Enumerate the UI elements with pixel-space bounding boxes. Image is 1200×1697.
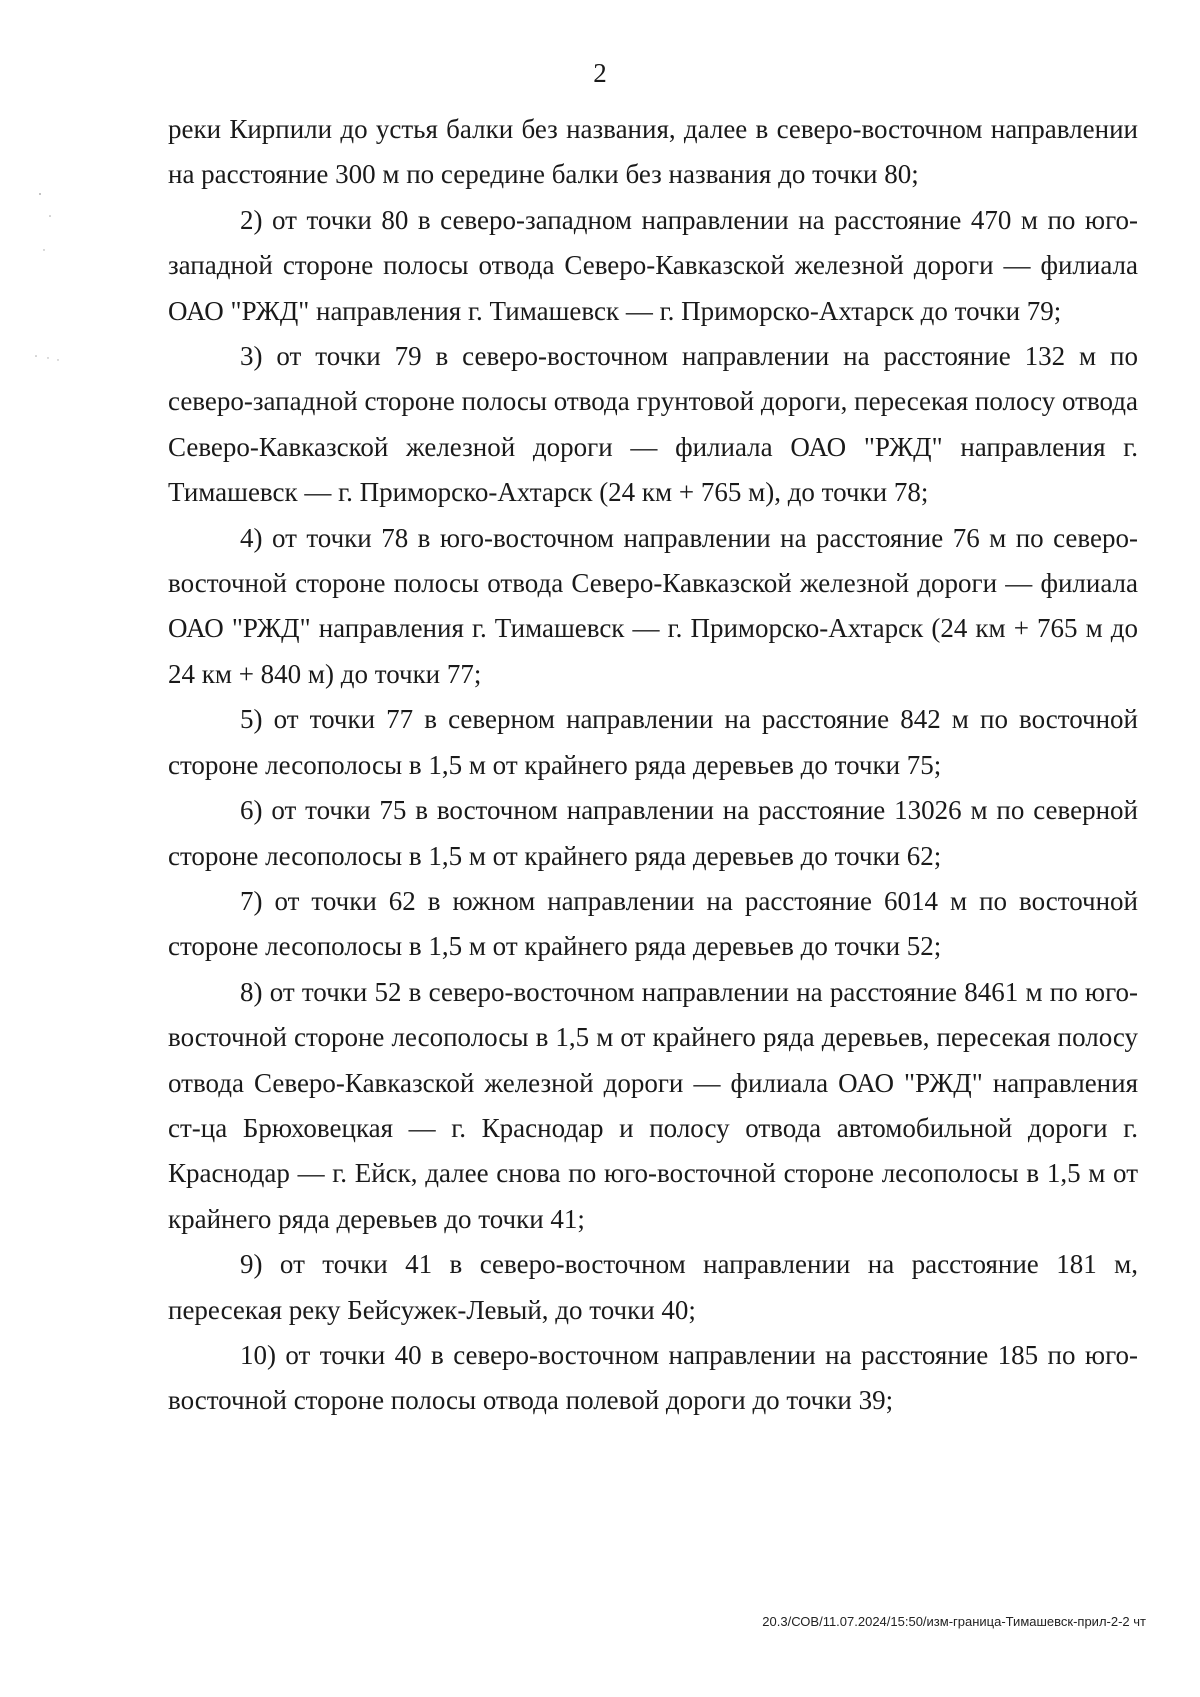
paragraph-item-7: 7) от точки 62 в южном направлении на расстояние 6014 м по восточной стороне лесополосы в 1,5 м от крайнего ряда деревьев до точки 52; bbox=[168, 885, 1138, 962]
paragraph-item-5: 5) от точки 77 в северном направлении на расстояние 842 м по восточной стороне лесополосы в 1,5 м от крайнего ряда деревьев до точки 75; bbox=[168, 704, 1138, 780]
paragraph-item-6: 6) от точки 75 в восточном направлении на расстояние 13026 м по северной стороне лесополосы в 1,5 м от крайнего ряда деревьев до точки 62; bbox=[168, 795, 1138, 871]
footer-document-code: 20.3/СОВ/11.07.2024/15:50/изм-граница-Тимашевск-прил-2-2 чт bbox=[762, 1614, 1146, 1629]
paragraph-item-9: 9) от точки 41 в северо-восточном направлении на расстояние 181 м, пересекая реку Бейсужек-Левый, до точки 40; bbox=[168, 1249, 1138, 1325]
paragraph-item-4: 4) от точки 78 в юго-восточном направлении на расстояние 76 м по северо-восточной стороне полосы отвода Северо-Кавказской железной дороги — филиала ОАО "РЖД" направления г. Тимашевск — г. Приморско-Ахтарск (24 км + 765 м до 24 км + 840 м) до точки 77; bbox=[168, 522, 1138, 689]
paragraph-item-8: 8) от точки 52 в северо-восточном направлении на расстояние 8461 м по юго-восточной стороне лесополосы в 1,5 м от крайнего ряда деревьев, пересекая полосу отвода Северо-Кавказской железной дороги — филиала ОАО "РЖД" направления ст-ца Брюховецкая — г. Краснодар и полосу отвода автомобильной дороги г. Краснодар — г. Ейск, далее снова по юго-восточной стороне лесополосы в 1,5 м от крайнего ряда деревьев до точки 41; bbox=[168, 976, 1138, 1234]
scan-margin-specks bbox=[14, 190, 64, 420]
paragraph-item-2: 2) от точки 80 в северо-западном направлении на расстояние 470 м по юго-западной стороне полосы отвода Северо-Кавказской железной дороги — филиала ОАО "РЖД" направления г. Тимашевск — г. Приморско-Ахтарск до точки 79; bbox=[168, 204, 1138, 326]
page-number: 2 bbox=[593, 58, 607, 88]
paragraph-item-10: 10) от точки 40 в северо-восточном направлении на расстояние 185 по юго-восточной стороне полосы отвода полевой дороги до точки 39; bbox=[168, 1339, 1138, 1416]
paragraph-item-3: 3) от точки 79 в северо-восточном направлении на расстояние 132 м по северо-западной стороне полосы отвода грунтовой дороги, пересекая полосу отвода Северо-Кавказской железной дороги — филиала ОАО "РЖД" направления г. Тимашевск — г. Приморско-Ахтарск (24 км + 765 м), до точки 78; bbox=[168, 341, 1138, 508]
document-body bbox=[168, 107, 1138, 1424]
paragraph-continuation: реки Кирпили до устья балки без названия, далее в северо-восточном направлении на расстояние 300 м по середине балки без названия до точки 80; bbox=[168, 114, 1138, 190]
